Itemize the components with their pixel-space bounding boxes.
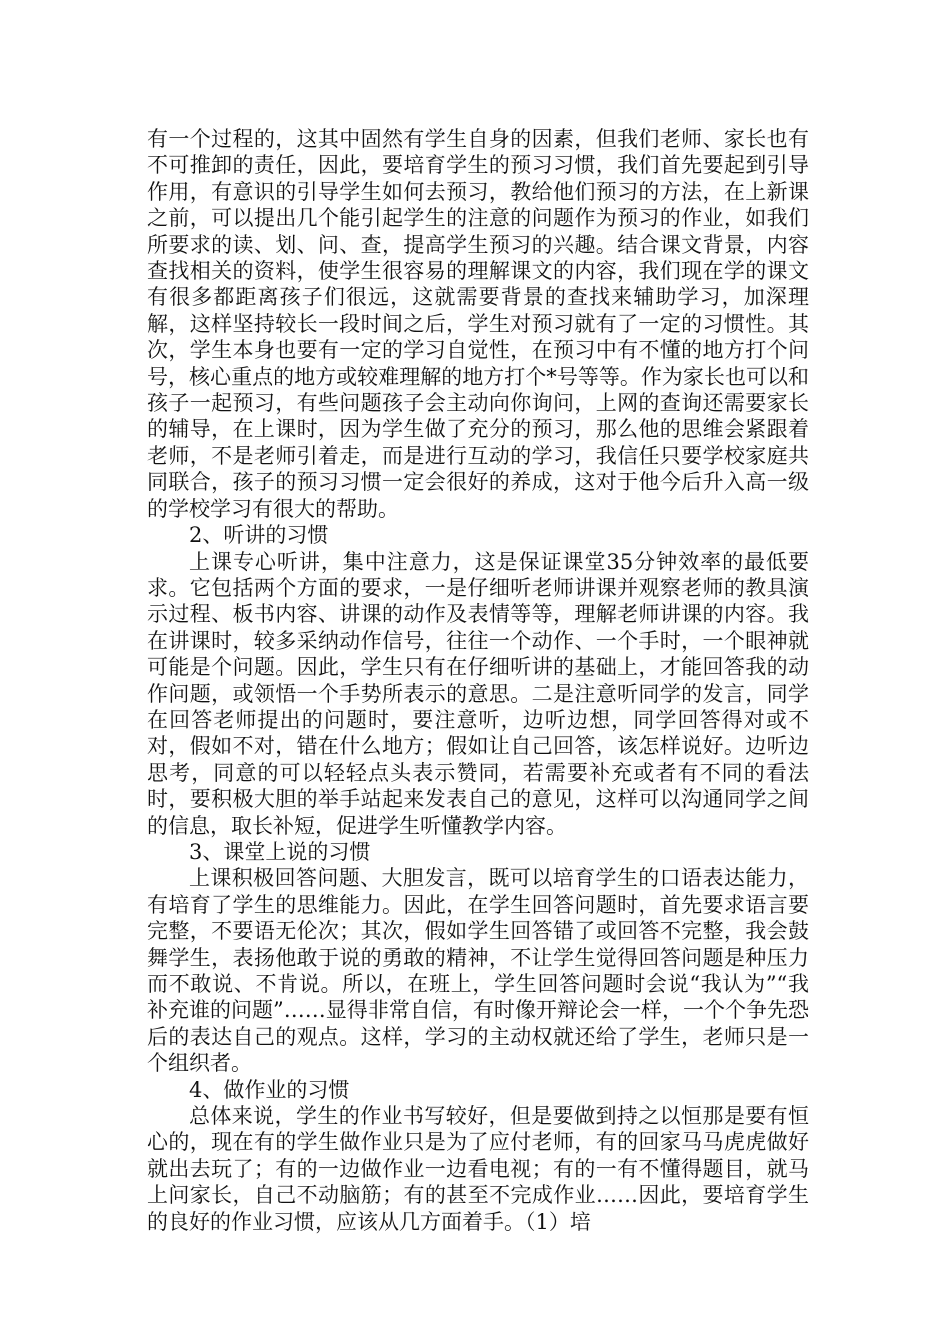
heading-speaking-habit: 3、课堂上说的习惯 xyxy=(189,839,371,864)
paragraph-listening-habit: 上课专心听讲，集中注意力，这是保证课堂35分钟效率的最低要求。它包括两个方面的要求，一是仔细听老师讲课并观察老师的教具演示过程、板书内容、讲课的动作及表情等等，理解老师讲课的内容。我在讲课时，较多采纳动作信号，往往一个动作、一个手时，一个眼神就可能是个问题。因此，学生只有在仔细听讲的基础上，才能回答我的动作问题，或领悟一个手势所表示的意思。二是注意听同学的发言，同学在回答老师提出的问题时，要注意听，边听边想，同学回答得对或不对，假如不对，错在什么地方；假如让自己回答，该怎样说好。边听边思考，同意的可以轻轻点头表示赞同，若需要补充或者有不同的看法时，要积极大胆的举手站起来发表自己的意见，这样可以沟通同学之间的信息，取长补短，促进学生听懂教学内容。 xyxy=(147,549,809,838)
paragraph-speaking-habit: 上课积极回答问题、大胆发言，既可以培育学生的口语表达能力，有培育了学生的思维能力。因此，在学生回答问题时，首先要求语言要完整，不要语无伦次；其次，假如学生回答错了或回答不完整，我会鼓舞学生，表扬他敢于说的勇敢的精神，不让学生觉得回答问题是种压力而不敢说、不肯说。所以，在班上，学生回答问题时会说“我认为”“我补充谁的问题”……显得非常自信，有时像开辩论会一样，一个个争先恐后的表达自己的观点。这样，学习的主动权就还给了学生，老师只是一个组织者。 xyxy=(147,866,809,1076)
paragraph-homework-habit: 总体来说，学生的作业书写较好，但是要做到持之以恒那是要有恒心的，现在有的学生做作业只是为了应付老师，有的回家马马虎虎做好就出去玩了；有的一边做作业一边看电视；有的一有不懂得题目，就马上问家长，自己不动脑筋；有的甚至不完成作业……因此，要培育学生的良好的作业习惯，应该从几方面着手。（1）培 xyxy=(147,1104,809,1234)
heading-homework-habit: 4、做作业的习惯 xyxy=(189,1077,350,1102)
document-page xyxy=(147,126,809,1235)
heading-listening-habit: 2、听讲的习惯 xyxy=(189,523,329,548)
paragraph-preview-habit: 有一个过程的，这其中固然有学生自身的因素，但我们老师、家长也有不可推卸的责任，因此，要培育学生的预习习惯，我们首先要起到引导作用，有意识的引导学生如何去预习，教给他们预习的方法，在上新课之前，可以提出几个能引起学生的注意的问题作为预习的作业，如我们所要求的读、划、问、查，提高学生预习的兴趣。结合课文背景，内容查找相关的资料，使学生很容易的理解课文的内容，我们现在学的课文有很多都距离孩子们很远，这就需要背景的查找来辅助学习，加深理解，这样坚持较长一段时间之后，学生对预习就有了一定的习惯性。其次，学生本身也要有一定的学习自觉性，在预习中有不懂的地方打个问号，核心重点的地方或较难理解的地方打个*号等等。作为家长也可以和孩子一起预习，有些问题孩子会主动向你询问，上网的查询还需要家长的辅导，在上课时，因为学生做了充分的预习，那么他的思维会紧跟着老师，不是老师引着走，而是进行互动的学习，我信任只要学校家庭共同联合，孩子的预习习惯一定会很好的养成，这对于他今后升入高一级的学校学习有很大的帮助。 xyxy=(147,127,809,521)
